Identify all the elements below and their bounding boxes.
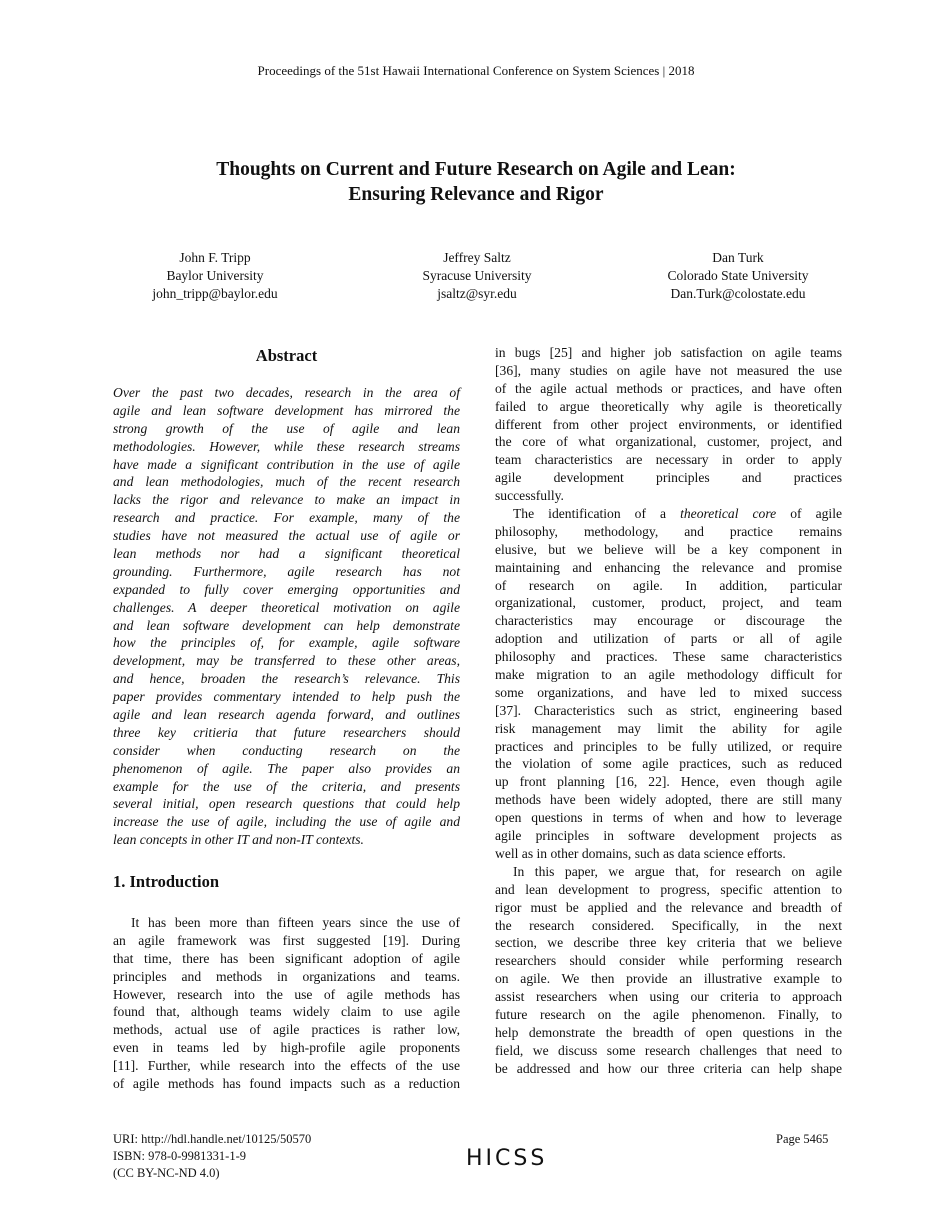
text-line: that time, there has been significant adoption of agile — [113, 950, 460, 966]
footer-info — [113, 1131, 311, 1182]
author-email: john_tripp@baylor.edu — [152, 286, 278, 301]
text-line: the research considered. Specifically, in the next — [495, 917, 842, 933]
text-line: have made a significant contribution in the use of agile — [113, 456, 460, 472]
text-line: up front planning [16, 22]. Hence, even though agile — [495, 774, 842, 790]
text-line: and hence, broaden the research’s relevance. This — [113, 671, 460, 687]
text-line: help demonstrate the breadth of open questions in the — [495, 1024, 842, 1040]
text-line: different from other project environments, or identified — [495, 416, 842, 432]
text-line: maintaining and enhancing the relevance and promise — [495, 559, 842, 575]
text-line: an agile framework was first suggested [19]. During — [113, 932, 460, 948]
text-line: lean concepts in other IT and non-IT contexts. — [113, 832, 364, 848]
text-line: strong growth of the use of agile and lean — [113, 420, 460, 436]
text-line: even in teams led by high-profile agile proponents — [113, 1040, 460, 1056]
text-line: three key critieria that future researchers should — [113, 724, 460, 740]
text-line: the core of what organizational, customer, project, and — [495, 434, 842, 450]
text-line: [37]. Characteristics such as strict, engineering based — [495, 702, 842, 718]
text-line: agile and lean software development has mirrored the — [113, 402, 460, 418]
title-line: Ensuring Relevance and Rigor — [348, 184, 604, 205]
author-2 — [347, 249, 607, 303]
author-3 — [608, 249, 868, 303]
text-line: Over the past two decades, research in the area of — [113, 385, 460, 400]
text-line: researchers should consider while performing research — [495, 953, 842, 969]
hicss-logo: HICSS — [466, 1146, 548, 1171]
text-line: assist researchers when using our criteria to approach — [495, 989, 842, 1005]
text-line: lacks the rigor and relevance to make an impact in — [113, 492, 460, 508]
text-line: research and practice. For example, many of the — [113, 510, 460, 526]
section-heading-introduction: 1. Introduction — [113, 872, 220, 891]
author-name: John F. Tripp — [179, 250, 251, 265]
text-line: the violation of some agile practices, such as reduced — [495, 756, 842, 772]
text-line: of research on agile. In addition, particular — [495, 577, 842, 593]
text-line: of the agile actual methods or practices, and have often — [495, 380, 842, 396]
text-line: example for the use of the criteria, and presents — [113, 778, 460, 794]
author-affiliation: Colorado State University — [667, 268, 809, 283]
right-column-body — [495, 344, 842, 1078]
introduction-body — [113, 914, 460, 1093]
text-line: elusive, but we believe will be a key component in — [495, 541, 842, 557]
text-line: consider when conducting research on the — [113, 742, 460, 758]
text-line: be addressed and how our three criteria can help shape — [495, 1060, 842, 1076]
author-email: Dan.Turk@colostate.edu — [670, 286, 806, 301]
text-line: field, we discuss some research challenges that need to — [495, 1042, 842, 1058]
text-line: how the principles of, for example, agile software — [113, 635, 460, 651]
text-line: challenges. A deeper theoretical motivation on agile — [113, 599, 460, 615]
text-line: studies have not measured the actual use of agile or — [113, 528, 460, 544]
text-line: open questions in terms of when and how to leverage — [495, 810, 842, 826]
text-line: development, may be transferred to these other areas, — [113, 653, 460, 669]
author-name: Dan Turk — [712, 250, 764, 265]
text-line: paper provides commentary intended to help push the — [113, 689, 460, 705]
text-line: philosophy and practices. These same characteristics — [495, 649, 842, 665]
text-line: team characteristics are necessary in order to apply — [495, 452, 842, 468]
text-line: and lean software development can help demonstrate — [113, 617, 460, 633]
author-affiliation: Syracuse University — [422, 268, 532, 283]
footer-uri: URI: http://hdl.handle.net/10125/50570 — [113, 1132, 312, 1146]
text-line: rigor must be applied and the relevance and breadth of — [495, 899, 842, 915]
text-line: on agile. We then provide an illustrative example to — [495, 971, 842, 987]
text-line: well as in other domains, such as data science efforts. — [495, 845, 786, 861]
text-line: make migration to an agile methodology difficult for — [495, 667, 842, 683]
footer-license: (CC BY-NC-ND 4.0) — [113, 1166, 220, 1180]
text-line: risk management may limit the ability for agile — [495, 720, 842, 736]
text-line: practices and principles to be fully utilized, or require — [495, 738, 842, 754]
text-line: It has been more than fifteen years since the use of — [131, 915, 460, 930]
text-line: in bugs [25] and higher job satisfaction on agile teams — [495, 345, 842, 360]
paper-title — [0, 157, 952, 207]
text-line: and lean methodologies, much of the recent research — [113, 474, 460, 490]
author-email: jsaltz@syr.edu — [437, 286, 517, 301]
text-line: and lean development to progress, specific attention to — [495, 881, 842, 897]
text-line: organizational, customer, product, project, and team — [495, 595, 842, 611]
text-line: several initial, open research questions that could help — [113, 796, 460, 812]
text-line: expanded to fully cover emerging opportunities and — [113, 581, 460, 597]
text-line: grounding. Furthermore, agile research has not — [113, 563, 460, 579]
abstract-body — [113, 384, 460, 849]
text-line: methods have been widely adopted, there are still many — [495, 792, 842, 808]
footer-isbn: ISBN: 978-0-9981331-1-9 — [113, 1149, 246, 1163]
text-line: lean methods nor had a significant theoretical — [113, 546, 460, 562]
text-line: [11]. Further, while research into the effects of the use — [113, 1058, 460, 1074]
abstract-heading: Abstract — [255, 346, 318, 365]
text-line: agile principles in software development projects as — [495, 828, 842, 844]
text-line: some organizations, and have led to mixed success — [495, 684, 842, 700]
text-line: However, research into the use of agile methods has — [113, 986, 460, 1002]
text-line: methods, actual use of agile practices is rather low, — [113, 1022, 460, 1038]
text-line: increase the use of agile, including the use of agile and — [113, 814, 460, 830]
text-line: failed to argue theoretically why agile is theoretically — [495, 398, 842, 414]
author-name: Jeffrey Saltz — [443, 250, 511, 265]
text-line: philosophy, methodology, and practice remains — [495, 523, 842, 539]
text-line: phenomenon of agile. The paper also provides an — [113, 760, 460, 776]
title-line: Thoughts on Current and Future Research on Agile and Lean: — [216, 159, 736, 180]
text-line: section, we describe three key criteria that we believe — [495, 935, 842, 951]
text-line: In this paper, we argue that, for research on agile — [513, 863, 842, 879]
author-1 — [85, 249, 345, 303]
text-line: found that, although teams widely claim to use agile — [113, 1004, 460, 1020]
text-line: characteristics may encourage or discourage the — [495, 613, 842, 629]
running-header: Proceedings of the 51st Hawaii International Conference on System Sciences | 2018 — [257, 63, 695, 78]
text-line: agile development principles and practices — [495, 470, 842, 486]
page-number: Page 5465 — [776, 1132, 829, 1146]
text-line: successfully. — [495, 488, 564, 504]
text-line: The identification of a theoretical core of agile — [513, 506, 842, 522]
author-affiliation: Baylor University — [166, 268, 264, 283]
text-line: principles and methods in organizations and teams. — [113, 968, 460, 984]
text-line: agile and lean research agenda forward, and outlines — [113, 707, 460, 723]
text-line: [36], many studies on agile have not measured the use — [495, 362, 842, 378]
text-line: future research on the agile phenomenon. Finally, to — [495, 1006, 842, 1022]
text-line: adoption and utilization of parts or all of agile — [495, 631, 842, 647]
text-line: methodologies. However, while these research streams — [113, 438, 460, 454]
text-line: of agile methods has found impacts such as a reduction — [113, 1076, 460, 1092]
